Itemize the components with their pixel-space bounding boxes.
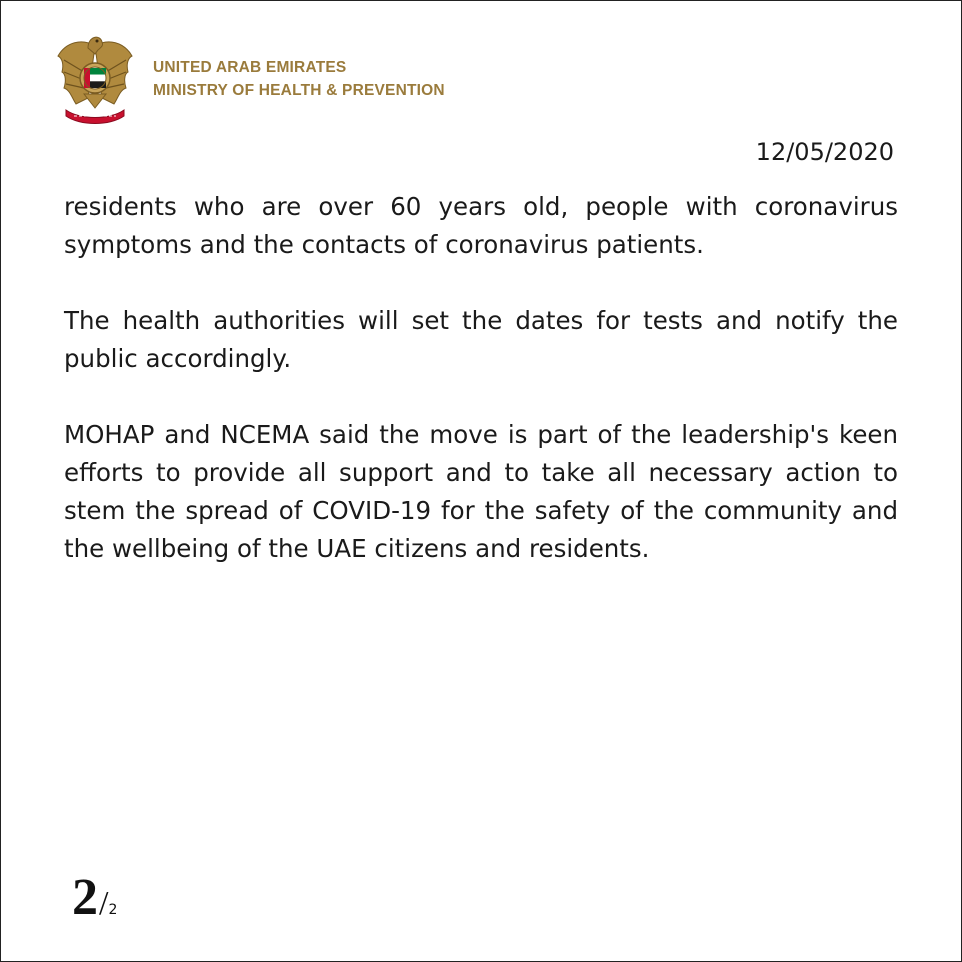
current-page: 2	[72, 869, 98, 926]
falcon-emblem-icon	[54, 28, 136, 128]
document-date: 12/05/2020	[755, 138, 894, 166]
paragraph: The health authorities will set the dates for tests and notify the public accordingly.	[64, 306, 898, 373]
document-body	[64, 188, 898, 606]
ministry-header	[153, 56, 445, 102]
page-indicator	[72, 868, 117, 934]
total-pages: 2	[108, 902, 118, 918]
page-separator: /	[99, 885, 109, 922]
paragraph: MOHAP and NCEMA said the move is part of the leadership's keen efforts to provide all support and to take all necessary action to stem the spread of COVID-19 for the safety of the community and the wellbeing of the UAE citizens and residents.	[64, 420, 898, 563]
paragraph: residents who are over 60 years old, people with coronavirus symptoms and the contacts of coronavirus patients.	[64, 192, 898, 259]
ministry-name: MINISTRY OF HEALTH & PREVENTION	[153, 82, 445, 99]
country-name: UNITED ARAB EMIRATES	[153, 59, 347, 76]
